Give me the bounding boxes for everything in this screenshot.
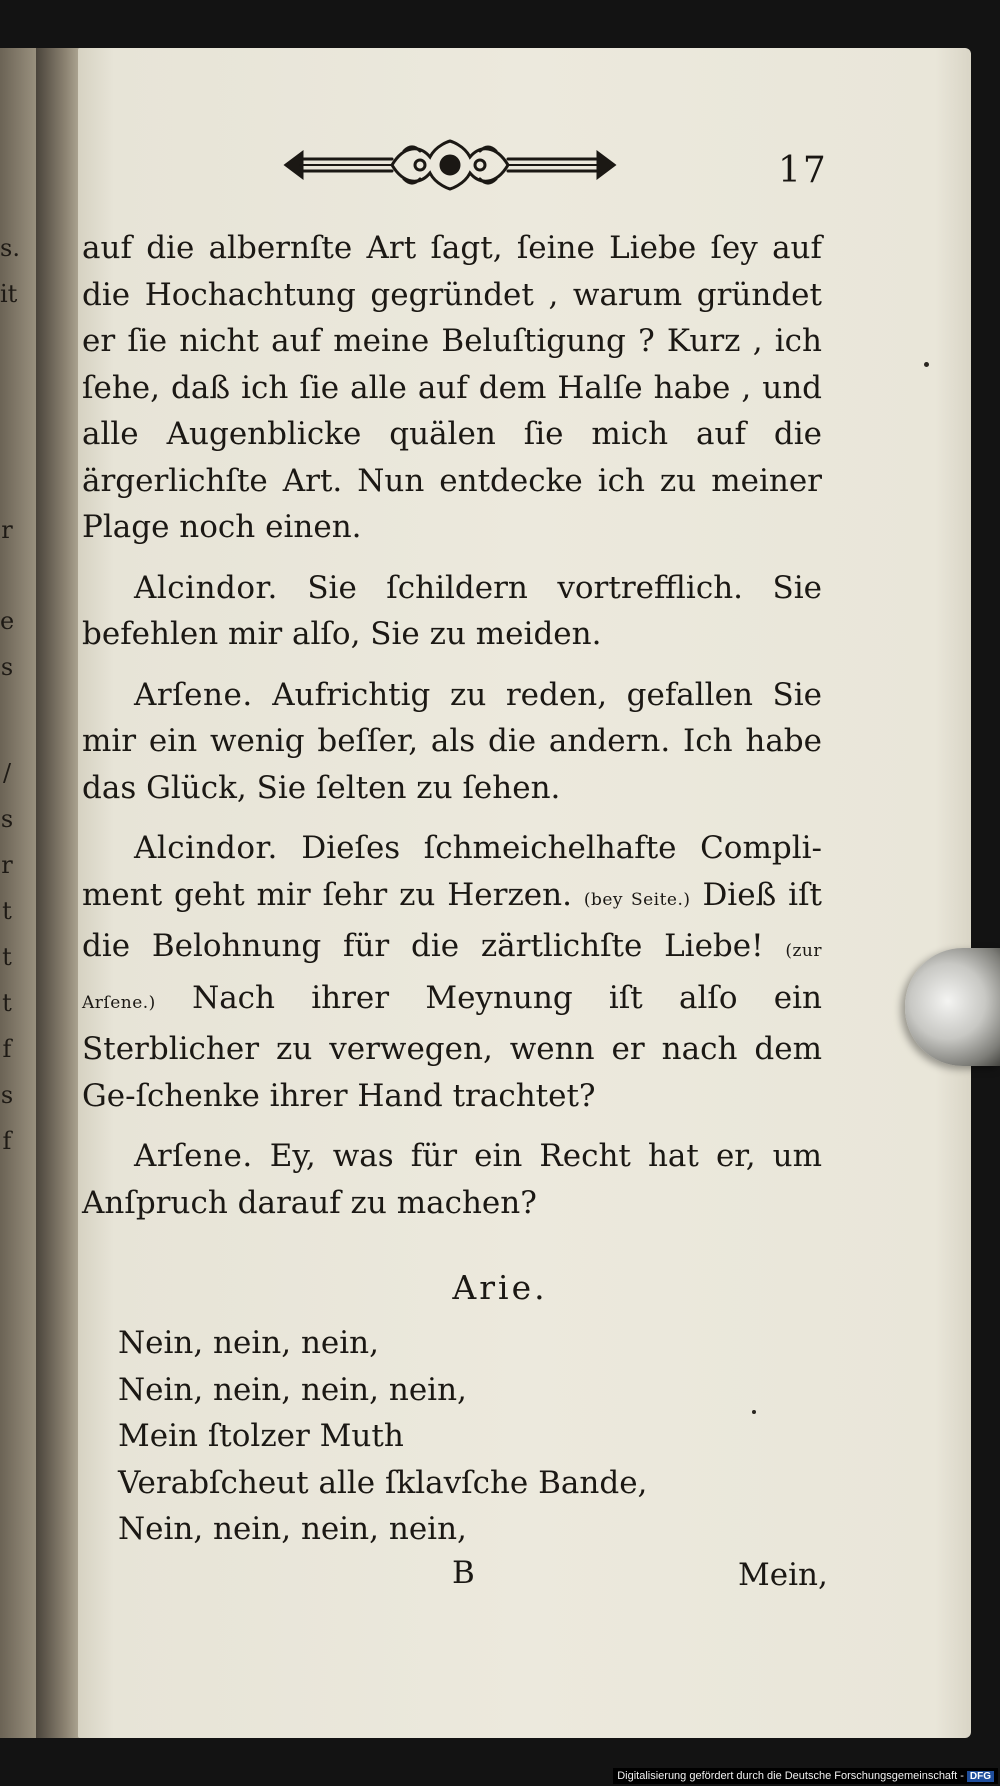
edge-char: e [0, 607, 15, 635]
verse-line: Mein ſtolzer Muth [118, 1418, 404, 1454]
text-line: daß ich ſie alle auf dem Halſe habe , und alle [82, 369, 823, 452]
speaker-name: Alcindor. [134, 830, 278, 866]
text-line: auf die albernſte Art ſagt, ſeine Liebe ſey auf die [82, 230, 822, 313]
signature-mark: B [452, 1555, 475, 1591]
edge-char: t [2, 943, 12, 971]
aria-verse [118, 1320, 818, 1553]
dialogue-text: Dieſes ſchmeichelhafte Compli-ment geht mir ſehr zu Herzen. [82, 830, 822, 913]
text-line: nicht auf meine Beluſtigung ? Kurz , ich ſehe, [82, 323, 822, 406]
speaker-name: Alcindor. [134, 569, 278, 606]
stage-direction: (zur Arſene.) [82, 941, 823, 1013]
text-line: einen. [265, 509, 362, 545]
aria-heading: Arie. [452, 1268, 548, 1307]
text-line: Augenblicke quälen ſie mich auf die ärgerlichſte [82, 416, 823, 499]
verse-line: Verabſcheut alle ſklavſche Bande, [118, 1464, 648, 1501]
body-text [82, 225, 822, 1240]
text-line: Art. Nun entdecke ich zu meiner Plage noch [82, 462, 822, 545]
stage-direction: (bey Seite.) [583, 889, 691, 910]
edge-char: f [2, 1035, 12, 1063]
text-line: Hochachtung gegründet , warum gründet er ſie [82, 276, 822, 359]
speaker-name: Arſene. [134, 676, 253, 713]
paper-speck [752, 1410, 756, 1414]
catchword: Mein, [738, 1557, 828, 1593]
edge-char: r [1, 516, 13, 544]
dialogue-text: Ey, was für ein Recht hat er, um Anſpruch darauf zu machen? [82, 1138, 822, 1221]
dialogue-paragraph [82, 672, 822, 812]
paragraph [82, 225, 822, 551]
digitization-credit [613, 1768, 998, 1784]
verse-line: Nein, nein, nein, nein, [118, 1511, 467, 1547]
verse-line: Nein, nein, nein, nein, [118, 1371, 467, 1408]
dialogue-text: Aufrichtig zu reden, gefallen Sie mir ein wenig beſſer, als die andern. Ich habe das Glück, Sie ſelten zu ſehen. [82, 676, 822, 806]
ornament-headpiece-icon [280, 137, 620, 193]
edge-char: it [0, 280, 18, 308]
edge-char: s [0, 1081, 14, 1109]
paper-speck [924, 362, 929, 367]
dialogue-text: Sie ſchildern vortrefflich. Sie befehlen mir alſo, Sie zu meiden. [82, 569, 822, 652]
edge-char: / [2, 759, 12, 787]
edge-char: f [2, 1127, 12, 1155]
verse-line: Nein, nein, nein, [118, 1325, 380, 1361]
edge-char: s [0, 805, 14, 833]
dialogue-paragraph [82, 1133, 822, 1226]
left-page-edge-text [0, 225, 20, 1164]
dialogue-paragraph [82, 825, 822, 1119]
dfg-logo-icon: DFG [967, 1771, 994, 1782]
dialogue-text: Nach ihrer Meynung iſt alſo ein Sterblicher zu verwegen, wenn er nach dem Ge-ſchenke ihrer Hand trachtet? [82, 979, 823, 1114]
edge-char: s [0, 653, 14, 681]
edge-char: t [2, 989, 12, 1017]
page-number: 17 [778, 150, 828, 191]
edge-char: t [2, 897, 12, 925]
edge-char: s. [0, 234, 20, 262]
speaker-name: Arſene. [134, 1138, 253, 1174]
edge-char: r [1, 851, 13, 879]
dialogue-text: Dieß iſt die Belohnung für die zärtlichſte Liebe! [82, 876, 822, 964]
dialogue-paragraph [82, 565, 822, 658]
credit-text: Digitalisierung gefördert durch die Deutsche Forschungsgemeinschaft - [617, 1770, 964, 1782]
